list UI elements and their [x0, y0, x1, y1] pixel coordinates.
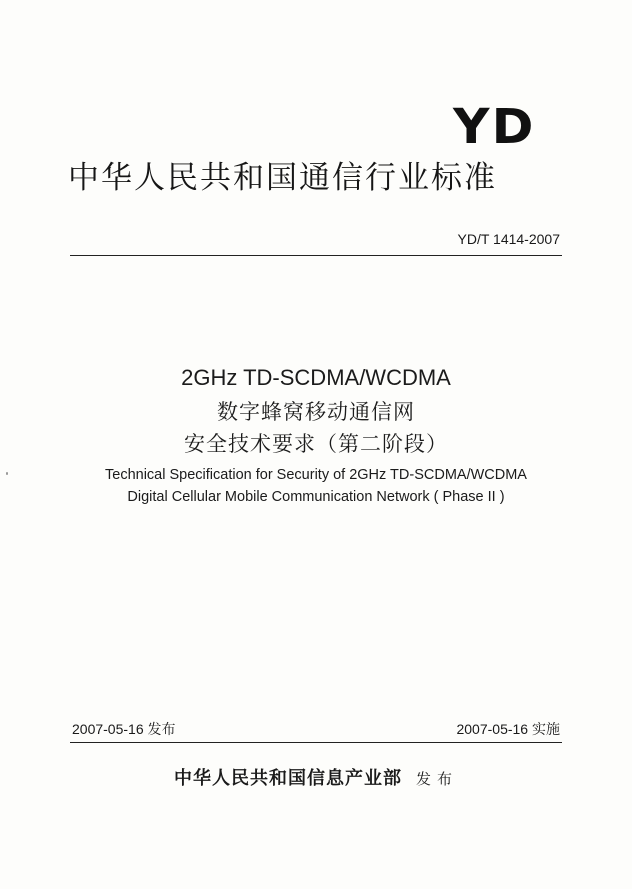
scan-speck — [6, 472, 8, 475]
top-divider — [70, 255, 562, 256]
english-title-line1: Technical Specification for Security of 2GHz TD-SCDMA/WCDMA — [105, 467, 527, 483]
implementation-date: 2007-05-16 实施 — [456, 721, 560, 737]
document-title-line1: 2GHz TD-SCDMA/WCDMA — [181, 365, 451, 390]
yd-logo: YD — [453, 99, 536, 155]
issuer-name: 中华人民共和国信息产业部 — [173, 768, 402, 789]
english-title-line2: Digital Cellular Mobile Communication Network ( Phase II ) — [127, 489, 505, 505]
issuer-label: 发布 — [415, 770, 458, 788]
standard-type-heading: 中华人民共和国通信行业标准 — [68, 160, 497, 196]
bottom-divider — [70, 742, 562, 743]
document-title-line3: 安全技术要求（第二阶段） — [184, 432, 448, 456]
document-title-line2: 数字蜂窝移动通信网 — [217, 400, 415, 424]
standard-number: YD/T 1414-2007 — [457, 231, 560, 247]
issuing-authority — [0, 764, 632, 790]
issue-date: 2007-05-16 发布 — [72, 721, 176, 737]
